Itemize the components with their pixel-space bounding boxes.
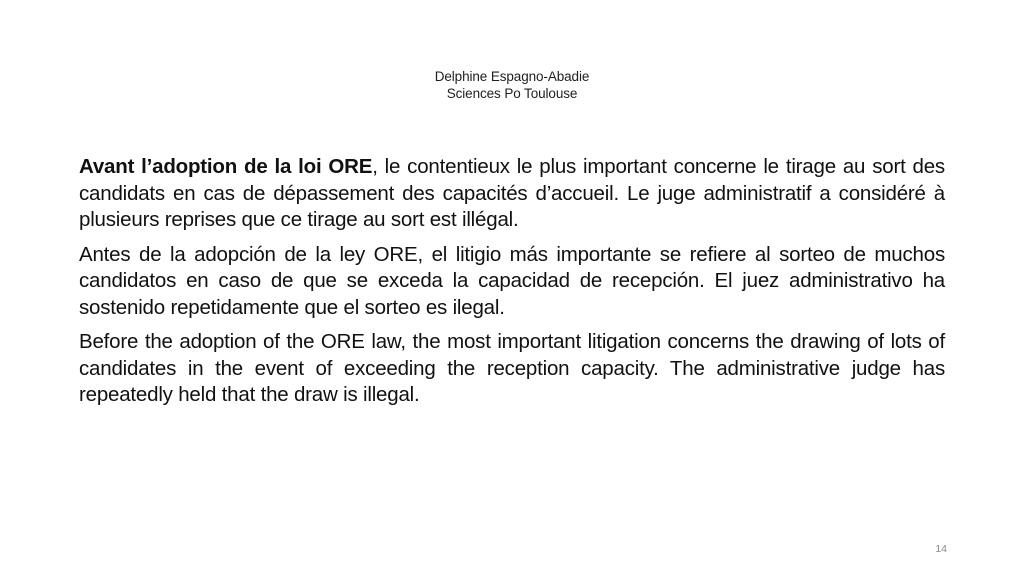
page-number: 14 <box>935 543 947 555</box>
institution-name: Sciences Po Toulouse <box>446 86 578 101</box>
paragraph-spanish: Antes de la adopción de la ley ORE, el litigio más importante se refiere al sorteo de muchos candidatos en caso de que se exceda la capacidad de recepción. El juez administrativo ha sostenido repetidamente que el sorteo es ilegal. <box>79 242 945 319</box>
slide-header <box>0 68 1024 102</box>
author-name: Delphine Espagno-Abadie <box>434 69 590 84</box>
paragraph-english: Before the adoption of the ORE law, the most important litigation concerns the drawing of lots of candidates in the event of exceeding the reception capacity. The administrative judge has repeatedly held that the draw is illegal. <box>79 330 945 406</box>
paragraph-french <box>79 154 945 234</box>
paragraph-french-lead: Avant l’adoption de la loi ORE <box>79 155 373 178</box>
slide-body <box>79 154 945 417</box>
paragraph-french-rest: , le contentieux le plus important concerne le tirage au sort des candidats en cas de dépassement des capacités d’accueil. Le juge administratif a considéré à plusieurs reprises que ce tirage au sort est illégal. <box>79 155 945 231</box>
